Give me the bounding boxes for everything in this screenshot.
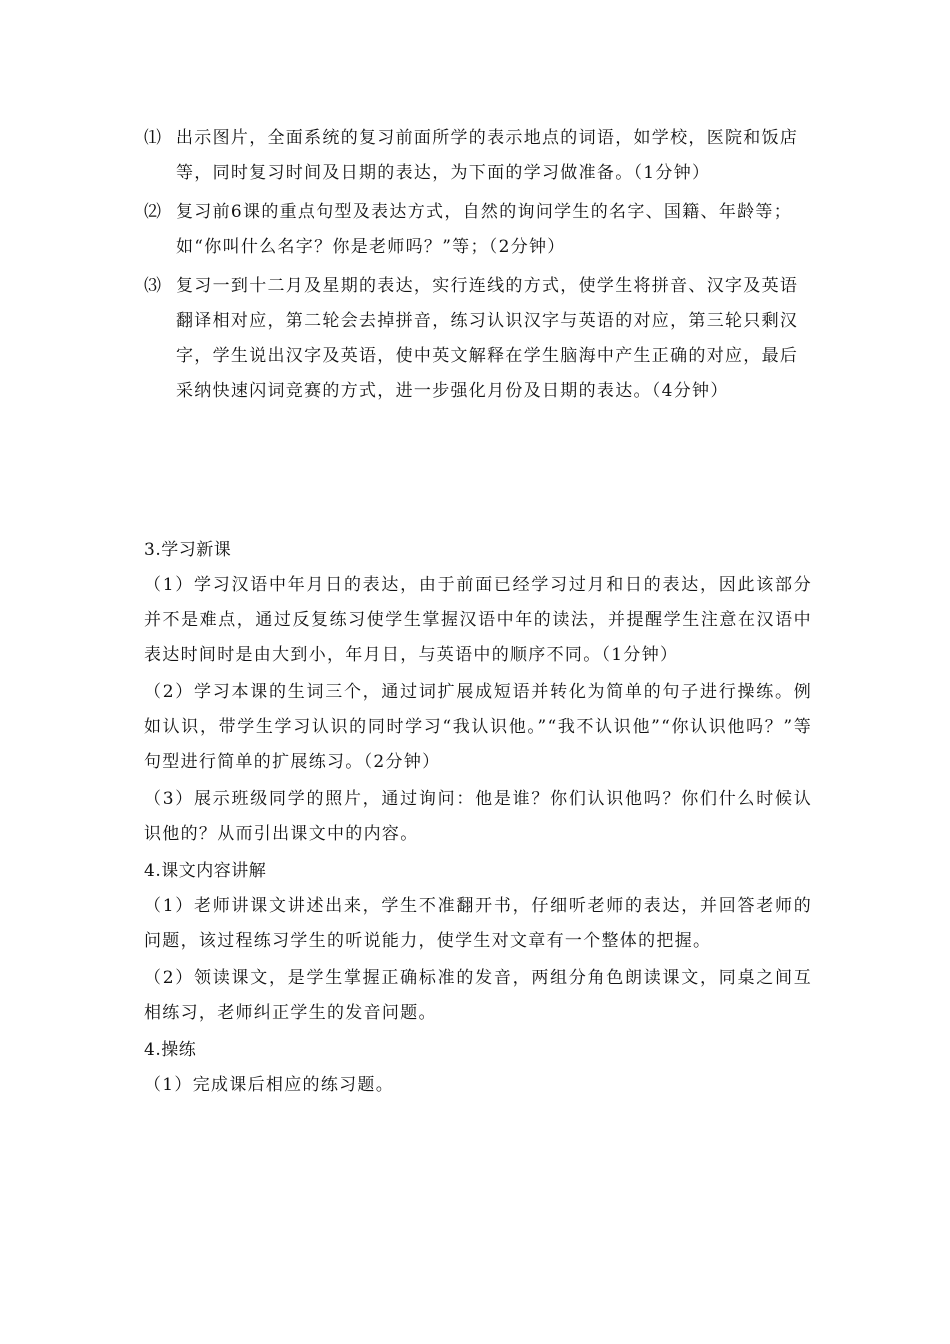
item-text: 出示图片，全面系统的复习前面所学的表示地点的词语，如学校，医院和饭店等，同时复习时间及日期的表达，为下面的学习做准备。（1分钟）	[176, 128, 799, 183]
section-heading-practice: 4.操练	[144, 1040, 197, 1060]
paragraph: （1）老师讲课文讲述出来，学生不准翻开书，仔细听老师的表达，并回答老师的问题，该过程练习学生的听说能力，使学生对文章有一个整体的把握。	[144, 896, 812, 951]
paragraph: （2）领读课文，是学生掌握正确标准的发音，两组分角色朗读课文，同桌之间互相练习，老师纠正学生的发音问题。	[144, 968, 812, 1023]
item-text: 复习一到十二月及星期的表达，实行连线的方式，使学生将拼音、汉字及英语翻译相对应，第二轮会去掉拼音，练习认识汉字与英语的对应，第三轮只剩汉字，学生说出汉字及英语，使中英文解释在学生脑海中产生正确的对应，最后采纳快速闪词竞赛的方式，进一步强化月份及日期的表达。（4分钟）	[176, 276, 799, 401]
review-item-2	[144, 195, 812, 265]
item-number: ⑴	[144, 128, 161, 148]
review-item-1	[144, 121, 812, 191]
item-number: ⑵	[144, 202, 161, 222]
lesson-sections	[144, 533, 812, 1105]
paragraph: （1）学习汉语中年月日的表达，由于前面已经学习过月和日的表达，因此该部分并不是难点，通过反复练习使学生掌握汉语中年的读法，并提醒学生注意在汉语中表达时间时是由大到小，年月日，与英语中的顺序不同。（1分钟）	[144, 575, 812, 665]
paragraph: （1）完成课后相应的练习题。	[144, 1075, 395, 1095]
paragraph: （3）展示班级同学的照片，通过询问：他是谁？你们认识他吗？你们什么时候认识他的？从而引出课文中的内容。	[144, 789, 812, 844]
section-heading-new-lesson: 3.学习新课	[144, 540, 232, 560]
item-number: ⑶	[144, 276, 161, 296]
paragraph: （2）学习本课的生词三个，通过词扩展成短语并转化为简单的句子进行操练。例如认识，带学生学习认识的同时学习“我认识他。”“我不认识他”“你认识他吗？”等句型进行简单的扩展练习。（2分钟）	[144, 682, 812, 772]
item-text: 复习前6课的重点句型及表达方式，自然的询问学生的名字、国籍、年龄等；如“你叫什么名字？你是老师吗？”等；（2分钟）	[176, 202, 793, 257]
section-heading-text-explanation: 4.课文内容讲解	[144, 861, 267, 881]
review-list	[144, 121, 812, 413]
review-item-3	[144, 269, 812, 409]
